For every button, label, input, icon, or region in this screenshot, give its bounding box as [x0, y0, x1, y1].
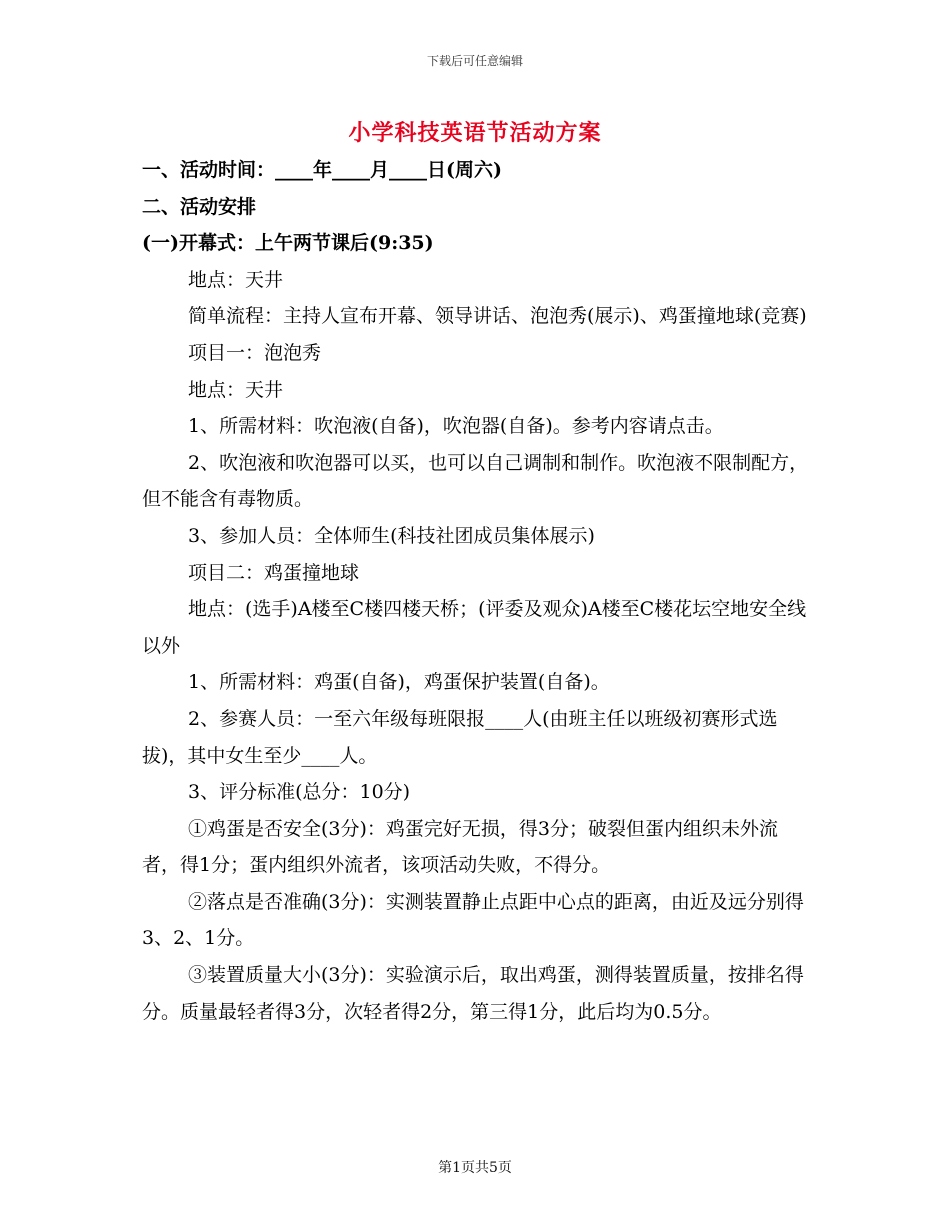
paragraph-participants-2: 2、参赛人员：一至六年级每班限报____人(由班主任以班级初赛形式选拔)，其中女生至少____人。: [142, 707, 778, 767]
paragraph-score-mass: ③装置质量大小(3分)：实验演示后，取出鸡蛋，测得装置质量，按排名得分。质量最轻者得3分，次轻者得2分，第三得1分，此后均为0.5分。: [142, 964, 804, 1023]
paragraph-score-safety: ①鸡蛋是否安全(3分)：鸡蛋完好无损，得3分；破裂但蛋内组织未外流者，得1分；蛋内组织外流者，该项活动失败，不得分。: [142, 817, 779, 877]
paragraph-location-3: 地点：(选手)A楼至C楼四楼天桥；(评委及观众)A楼至C楼花坛空地安全线以外: [142, 598, 807, 657]
document-title: 小学科技英语节活动方案: [348, 120, 602, 146]
paragraph-participants-1: 3、参加人员：全体师生(科技社团成员集体展示): [188, 524, 595, 547]
paragraph-project-two: 项目二：鸡蛋撞地球: [188, 561, 360, 584]
paragraph-location-1: 地点：天井: [188, 268, 284, 291]
paragraph-score-accuracy: ②落点是否准确(3分)：实测装置静止点距中心点的距离，由近及远分别得3、2、1分。: [142, 890, 804, 950]
paragraph-project-one: 项目一：泡泡秀: [188, 341, 322, 364]
page-footer: 第1页共5页: [438, 1160, 512, 1176]
paragraph-materials-2: 1、所需材料：鸡蛋(自备)，鸡蛋保护装置(自备)。: [188, 671, 610, 694]
paragraph-time: 一、活动时间：____年____月____日(周六): [142, 159, 502, 181]
paragraph-opening: (一)开幕式：上午两节课后(9:35): [142, 232, 434, 255]
paragraph-arrangement: 二、活动安排: [142, 195, 257, 218]
paragraph-scoring: 3、评分标准(总分：10分): [188, 781, 411, 804]
paragraph-flow: 简单流程：主持人宣布开幕、领导讲话、泡泡秀(展示)、鸡蛋撞地球(竞赛): [188, 305, 807, 328]
document-body: [142, 152, 812, 1030]
header-note: 下载后可任意编辑: [426, 54, 523, 68]
paragraph-location-2: 地点：天井: [188, 378, 284, 401]
paragraph-materials-1: 1、所需材料：吹泡液(自备)，吹泡器(自备)。参考内容请点击。: [188, 415, 724, 438]
paragraph-bubble-rules: 2、吹泡液和吹泡器可以买，也可以自己调制和制作。吹泡液不限制配方，但不能含有毒物质。: [142, 451, 809, 511]
